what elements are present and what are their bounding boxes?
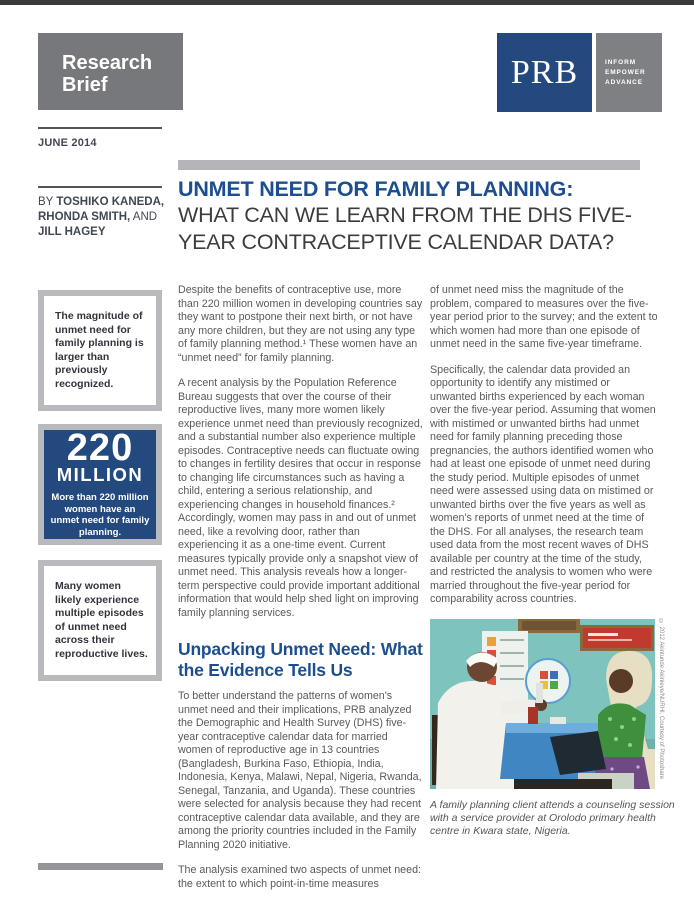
byline-author-3: JILL HAGEY: [38, 226, 106, 238]
sidebar-divider-byline: [38, 186, 162, 188]
title-subtitle: WHAT CAN WE LEARN FROM THE DHS FIVE-YEAR CONTRACEPTIVE CALENDAR DATA?: [178, 203, 632, 254]
photo-credit: © 2012 Akintunde Akinleye/NURHI, Courtesy of Photoshare: [658, 618, 664, 779]
callout-magnitude-text: The magnitude of unmet need for family planning is larger than previously recognized.: [55, 310, 144, 390]
research-brief-badge: [38, 33, 183, 110]
paragraph: To better understand the patterns of women's unmet need and their implications, PRB analyzed the Demographic and Health Survey (DHS) five-year contraceptive calendar data for married women of reproductive age in 13 countries (Bangladesh, Burkina Faso, Ethiopia, India, Indonesia, Kenya, Malawi, Nepal, Nigeria, Rwanda, Senegal, Tanzania, and Uganda). These countries were selected for analysis because they had recent contraceptive calendar data available, and they are among the priority countries included in the Family Planning 2020 initiative.: [178, 690, 422, 851]
paragraph: The analysis examined two aspects of unmet need: the extent to which point-in-time measures: [178, 864, 421, 890]
callout-multiple-episodes: [38, 560, 162, 681]
stat-number: 220: [66, 427, 134, 469]
stat-unit: MILLION: [56, 464, 144, 485]
badge-line2: Brief: [62, 74, 108, 96]
tagline-empower: EMPOWER: [605, 68, 646, 76]
callout-magnitude: [38, 290, 162, 411]
left-text-column: [178, 284, 423, 903]
paragraph: Specifically, the calendar data provided an opportunity to identify any mistimed or unwanted births experienced by each woman over the five-year period. Assuming that women with mistimed or unwanted births had unmet need for family planning preceding those pregnancies, the authors identified women who had at least one episode of unmet need during the study period. Multiple episodes of unmet need were assessed using data on mistimed or unwanted births over the five years as well as women's reports of unmet need at the time of the DHS. For all analyses, the research team used data from the most recent waves of DHS available per country at the time of the study, and restricted the analysis to women who were married throughout the five-year period for comparability across countries.: [430, 363, 656, 605]
badge-line1: Research: [62, 52, 153, 74]
byline: [38, 195, 170, 240]
paragraph: Despite the benefits of contraceptive use, more than 220 million women in developing countries say they want to postpone their next birth, or not have any more children, but they are not using any type of family planning method.¹ These women have an “unmet need” for family planning.: [178, 284, 423, 364]
title-top-bar: [178, 160, 640, 170]
stat-text: More than 220 million women have an unmet need for family planning.: [50, 492, 150, 538]
section-heading-unpacking: Unpacking Unmet Need: What the Evidence Tells Us: [178, 639, 423, 680]
tagline-advance: ADVANCE: [605, 78, 643, 86]
sidebar-bottom-bar: [38, 863, 163, 870]
callout-220-million: [38, 424, 162, 545]
counseling-photo: [430, 618, 664, 789]
page-title: [178, 176, 658, 256]
paragraph: A recent analysis by the Population Reference Bureau suggests that over the course of their reproductive lives, many more women likely experience unmet need than previously recognized, and a substantial number also experience multiple episodes. Contraceptive needs can fluctuate owing to changes in fertility desires that occur in response to changing life circumstances such as having a child, entering a serious relationship, and experiencing changes in household finances.² Accordingly, women may pass in and out of unmet need, like a revolving door, rather than experiencing it as a one-time event. Current measures typically provide only a snapshot view of unmet need. This analysis reveals how a longer-term perspective could provide important additional information that would help shed light on improving family planning services.: [178, 377, 423, 619]
byline-author-2: RHONDA SMITH,: [38, 211, 131, 223]
issue-date: JUNE 2014: [38, 137, 97, 149]
tagline-inform: INFORM: [605, 58, 637, 66]
byline-author-1: TOSHIKO KANEDA,: [56, 196, 165, 208]
top-border-strip: [0, 0, 694, 5]
prb-logo: [497, 33, 592, 112]
title-main: UNMET NEED FOR FAMILY PLANNING:: [178, 177, 574, 201]
paragraph: of unmet need miss the magnitude of the problem, compared to measures over the five-year period prior to the survey; and the extent to which women had more than one episode of unmet need in the same five-year timeframe.: [430, 284, 658, 350]
prb-logo-text: PRB: [510, 53, 579, 91]
right-text-column: [430, 284, 675, 838]
callout-multiple-episodes-text: Many women likely experience multiple episodes of unmet need across their reproductive lives.: [55, 580, 148, 660]
sidebar-divider-top: [38, 127, 162, 129]
byline-and: AND: [132, 211, 158, 223]
prb-tagline-box: [596, 33, 662, 112]
counseling-photo-illustration: [430, 619, 655, 789]
byline-by: BY: [38, 196, 54, 208]
photo-caption: A family planning client attends a counseling session with a service provider at Orolodo primary health centre in Kwara state, Nigeria.: [430, 798, 675, 837]
